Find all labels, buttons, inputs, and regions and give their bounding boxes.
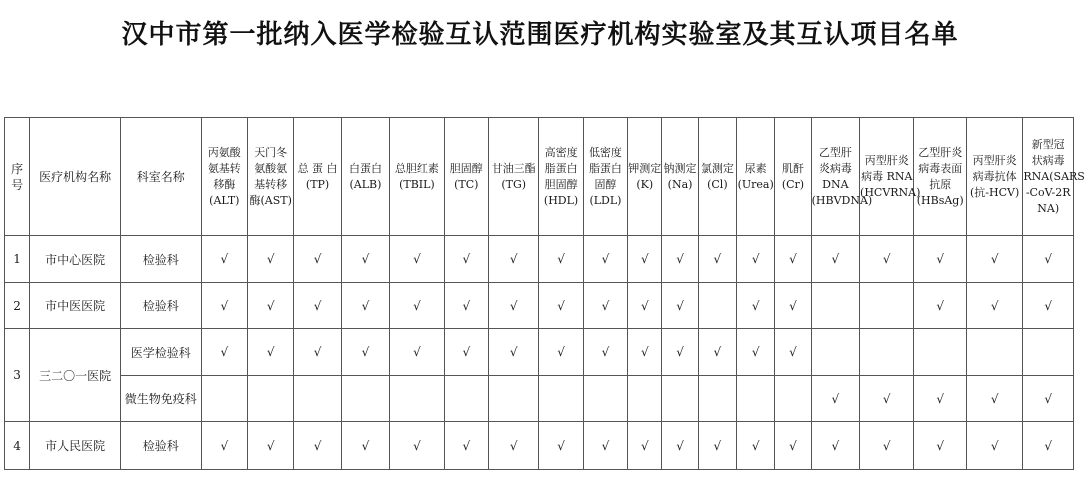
check-cell: √	[390, 329, 444, 376]
check-cell: √	[248, 283, 294, 329]
check-cell: √	[444, 236, 488, 283]
check-cell: √	[488, 329, 538, 376]
check-cell	[860, 329, 914, 376]
check-cell: √	[294, 283, 341, 329]
check-cell: √	[444, 422, 488, 470]
row-seq: 2	[5, 283, 30, 329]
check-cell: √	[294, 329, 341, 376]
check-cell	[966, 329, 1022, 376]
row-seq: 1	[5, 236, 30, 283]
check-cell	[775, 376, 811, 422]
header-line: 丙型肝炎	[864, 153, 909, 167]
check-cell: √	[294, 236, 341, 283]
header-seq	[5, 118, 30, 236]
check-cell	[698, 376, 736, 422]
check-cell	[583, 376, 627, 422]
header-line: (Urea)	[737, 177, 774, 191]
header-line: (HDL)	[543, 193, 579, 207]
header-line: 脂蛋白	[544, 161, 578, 175]
row-dept: 微生物免疫科	[120, 376, 201, 422]
check-cell: √	[914, 283, 966, 329]
check-cell: √	[775, 329, 811, 376]
check-cell: √	[1023, 376, 1074, 422]
check-cell: √	[201, 236, 247, 283]
header-line: 病毒 RNA	[861, 169, 913, 183]
header-line: 病毒表面	[918, 161, 963, 175]
header-line: 基转移	[254, 177, 288, 191]
header-line: 胆固醇	[449, 161, 483, 175]
check-cell: √	[662, 236, 698, 283]
header-item	[860, 118, 921, 236]
header-line: (HBVDNA)	[811, 193, 873, 207]
check-cell: √	[966, 422, 1022, 470]
header-line: (ALB)	[349, 177, 382, 191]
check-cell	[201, 376, 247, 422]
row-org: 市人民医院	[30, 422, 121, 470]
header-line: 丙型肝炎	[972, 153, 1017, 167]
header-line: 酶(AST)	[249, 193, 292, 207]
header-line: 移酶	[213, 177, 236, 191]
row-org: 市中医医院	[30, 283, 121, 329]
check-cell: √	[662, 422, 698, 470]
check-cell: √	[966, 376, 1022, 422]
check-cell: √	[390, 283, 444, 329]
check-cell: √	[737, 329, 775, 376]
check-cell: √	[966, 283, 1022, 329]
row-org: 三二〇一医院	[30, 329, 121, 422]
header-item	[737, 118, 775, 236]
header-item	[539, 118, 583, 236]
header-line: 病毒抗体	[972, 169, 1017, 183]
header-line: 氨基转	[207, 161, 241, 175]
check-cell: √	[201, 329, 247, 376]
row-seq: 4	[5, 422, 30, 470]
lab-mutual-recognition-table	[4, 117, 1085, 470]
header-line: (TC)	[454, 177, 479, 191]
check-cell: √	[539, 283, 583, 329]
table-row	[5, 236, 1074, 283]
header-line: 甘油三酯	[491, 161, 536, 175]
check-cell	[390, 376, 444, 422]
check-cell: √	[1023, 236, 1074, 283]
header-line: 序	[11, 161, 24, 176]
table-row	[5, 422, 1074, 470]
header-item	[966, 118, 1022, 236]
header-line: 钾测定	[628, 161, 662, 175]
header-line: 白蛋白	[348, 161, 382, 175]
header-item	[628, 118, 662, 236]
check-cell	[488, 376, 538, 422]
check-cell	[662, 376, 698, 422]
header-line: 乙型肝	[818, 145, 852, 159]
check-cell: √	[488, 236, 538, 283]
check-cell: √	[390, 422, 444, 470]
check-cell: √	[698, 422, 736, 470]
check-cell: √	[662, 283, 698, 329]
check-cell: √	[966, 236, 1022, 283]
header-line: 钠测定	[663, 161, 697, 175]
check-cell: √	[488, 283, 538, 329]
check-cell: √	[341, 283, 389, 329]
check-cell	[444, 376, 488, 422]
header-line: 肌酐	[781, 161, 804, 175]
header-item	[341, 118, 389, 236]
check-cell: √	[628, 236, 662, 283]
check-cell: √	[914, 376, 966, 422]
check-cell: √	[488, 422, 538, 470]
header-line: (LDL)	[589, 193, 622, 207]
check-cell: √	[628, 329, 662, 376]
header-line: (TP)	[305, 177, 330, 191]
header-line: 丙氨酸	[207, 145, 241, 159]
header-line: 号	[11, 177, 24, 192]
header-line: 固醇	[594, 177, 617, 191]
check-cell: √	[1023, 422, 1074, 470]
header-line: 尿素	[744, 161, 767, 175]
header-item	[488, 118, 538, 236]
header-line: (K)	[636, 177, 654, 191]
header-line: (TG)	[501, 177, 527, 191]
check-cell: √	[583, 422, 627, 470]
header-line: 氨酸氨	[254, 161, 288, 175]
header-line: (TBIL)	[399, 177, 435, 191]
header-line: (Na)	[667, 177, 693, 191]
header-line: 总胆红素	[394, 161, 439, 175]
header-line: (ALT)	[209, 193, 240, 207]
check-cell: √	[860, 236, 914, 283]
check-cell: √	[539, 422, 583, 470]
check-cell: √	[583, 283, 627, 329]
header-line: 氯测定	[700, 161, 734, 175]
check-cell	[294, 376, 341, 422]
header-item	[583, 118, 627, 236]
check-cell: √	[737, 283, 775, 329]
check-cell: √	[583, 236, 627, 283]
header-line: RNA(SARS	[1023, 169, 1085, 183]
header-item	[698, 118, 736, 236]
row-dept: 检验科	[120, 236, 201, 283]
check-cell	[248, 376, 294, 422]
check-cell: √	[775, 422, 811, 470]
header-line: 脂蛋白	[588, 161, 622, 175]
header-line: 炎病毒	[818, 161, 852, 175]
row-seq: 3	[5, 329, 30, 422]
check-cell: √	[737, 236, 775, 283]
header-line: 新型冠	[1031, 137, 1065, 151]
header-item	[1023, 118, 1085, 236]
check-cell: √	[737, 422, 775, 470]
check-cell: √	[444, 329, 488, 376]
check-cell: √	[539, 329, 583, 376]
check-cell	[737, 376, 775, 422]
check-cell: √	[914, 422, 966, 470]
check-cell: √	[583, 329, 627, 376]
header-item	[775, 118, 811, 236]
row-dept: 医学检验科	[120, 329, 201, 376]
check-cell: √	[248, 236, 294, 283]
header-item	[811, 118, 873, 236]
table-row	[5, 376, 1074, 422]
header-item	[914, 118, 966, 236]
check-cell: √	[628, 422, 662, 470]
header-line: 高密度	[544, 145, 578, 159]
check-cell	[860, 283, 914, 329]
check-cell: √	[248, 422, 294, 470]
document-title: 汉中市第一批纳入医学检验互认范围医疗机构实验室及其互认项目名单	[121, 20, 959, 50]
check-cell: √	[698, 329, 736, 376]
header-dept: 科室名称	[120, 118, 201, 236]
header-line: -CoV-2R	[1025, 185, 1071, 199]
header-item	[390, 118, 444, 236]
check-cell: √	[775, 283, 811, 329]
check-cell: √	[201, 422, 247, 470]
check-cell: √	[775, 236, 811, 283]
row-org: 市中心医院	[30, 236, 121, 283]
check-cell: √	[539, 236, 583, 283]
header-org: 医疗机构名称	[30, 118, 121, 236]
check-cell: √	[341, 236, 389, 283]
check-cell: √	[811, 376, 859, 422]
check-cell: √	[341, 422, 389, 470]
check-cell	[811, 329, 859, 376]
row-dept: 检验科	[120, 283, 201, 329]
header-line: 天门冬	[254, 145, 288, 159]
header-line: (HCVRNA)	[860, 185, 921, 199]
header-line: 抗原	[929, 177, 952, 191]
header-line: 状病毒	[1031, 153, 1065, 167]
check-cell: √	[1023, 283, 1074, 329]
header-line: NA)	[1037, 201, 1060, 215]
check-cell	[698, 283, 736, 329]
check-cell: √	[341, 329, 389, 376]
header-line: 低密度	[588, 145, 622, 159]
header-item	[201, 118, 247, 236]
header-item	[662, 118, 698, 236]
header-line: (抗-HCV)	[970, 185, 1020, 199]
table-row	[5, 283, 1074, 329]
check-cell: √	[628, 283, 662, 329]
check-cell	[539, 376, 583, 422]
header-line: DNA	[822, 177, 849, 191]
check-cell: √	[860, 422, 914, 470]
check-cell: √	[444, 283, 488, 329]
check-cell	[628, 376, 662, 422]
check-cell: √	[201, 283, 247, 329]
header-line: (Cl)	[707, 177, 728, 191]
check-cell: √	[294, 422, 341, 470]
check-cell	[914, 329, 966, 376]
check-cell: √	[698, 236, 736, 283]
header-item	[444, 118, 488, 236]
check-cell	[341, 376, 389, 422]
header-line: 乙型肝炎	[918, 145, 963, 159]
row-dept: 检验科	[120, 422, 201, 470]
header-line: 胆固醇	[544, 177, 578, 191]
header-item	[248, 118, 294, 236]
check-cell: √	[811, 422, 859, 470]
check-cell	[811, 283, 859, 329]
check-cell: √	[860, 376, 914, 422]
header-line: (HBsAg)	[916, 193, 964, 207]
check-cell: √	[914, 236, 966, 283]
check-cell: √	[662, 329, 698, 376]
header-line: 总 蛋 白	[297, 161, 338, 175]
header-line: (Cr)	[781, 177, 805, 191]
check-cell: √	[390, 236, 444, 283]
table-header-row	[5, 118, 1074, 236]
check-cell: √	[248, 329, 294, 376]
check-cell	[1023, 329, 1074, 376]
check-cell: √	[811, 236, 859, 283]
table-row	[5, 329, 1074, 376]
header-item	[294, 118, 341, 236]
